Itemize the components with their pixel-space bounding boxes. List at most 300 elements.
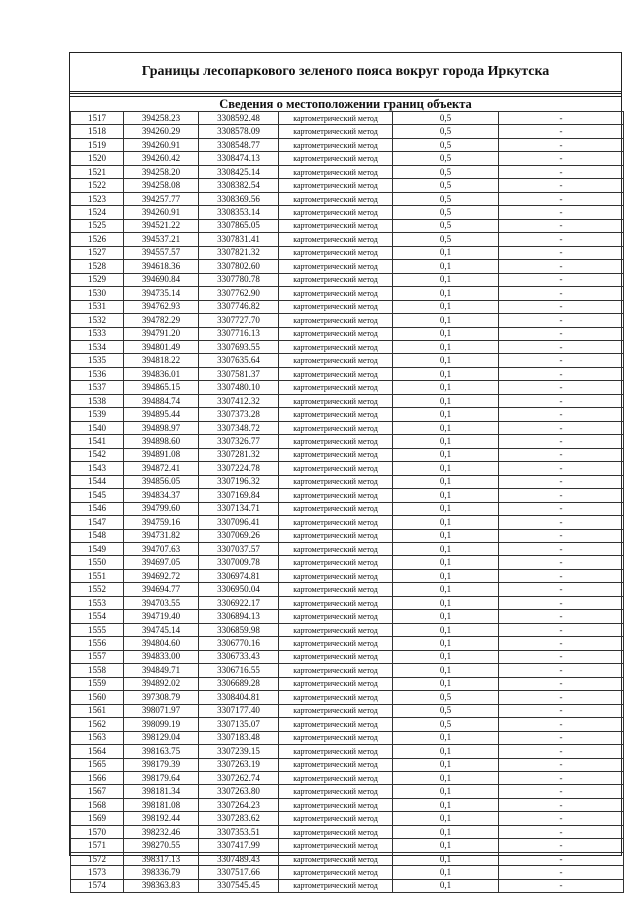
x-coordinate-cell: 394801.49 [124, 340, 199, 353]
accuracy-cell: 0,1 [393, 273, 499, 286]
y-coordinate-cell: 3306733.43 [199, 650, 279, 663]
accuracy-cell: 0,1 [393, 448, 499, 461]
point-number-cell: 1535 [71, 354, 124, 367]
determination-method-cell: картометрический метод [279, 798, 393, 811]
x-coordinate-cell: 394731.82 [124, 529, 199, 542]
note-cell: - [499, 529, 624, 542]
table-row [71, 489, 624, 502]
table-row [71, 179, 624, 192]
table-row [71, 556, 624, 569]
table-row [71, 354, 624, 367]
determination-method-cell: картометрический метод [279, 543, 393, 556]
x-coordinate-cell: 394707.63 [124, 543, 199, 556]
y-coordinate-cell: 3306770.16 [199, 637, 279, 650]
determination-method-cell: картометрический метод [279, 489, 393, 502]
x-coordinate-cell: 394898.97 [124, 421, 199, 434]
x-coordinate-cell: 398232.46 [124, 825, 199, 838]
point-number-cell: 1526 [71, 233, 124, 246]
table-row [71, 718, 624, 731]
point-number-cell: 1571 [71, 839, 124, 852]
point-number-cell: 1548 [71, 529, 124, 542]
accuracy-cell: 0,1 [393, 664, 499, 677]
y-coordinate-cell: 3308474.13 [199, 152, 279, 165]
accuracy-cell: 0,1 [393, 394, 499, 407]
table-row [71, 812, 624, 825]
accuracy-cell: 0,1 [393, 623, 499, 636]
determination-method-cell: картометрический метод [279, 677, 393, 690]
determination-method-cell: картометрический метод [279, 610, 393, 623]
x-coordinate-cell: 394690.84 [124, 273, 199, 286]
table-row [71, 448, 624, 461]
y-coordinate-cell: 3307353.51 [199, 825, 279, 838]
table-row [71, 138, 624, 151]
accuracy-cell: 0,1 [393, 340, 499, 353]
point-number-cell: 1573 [71, 866, 124, 879]
note-cell: - [499, 798, 624, 811]
accuracy-cell: 0,1 [393, 879, 499, 892]
accuracy-cell: 0,1 [393, 246, 499, 259]
determination-method-cell: картометрический метод [279, 179, 393, 192]
accuracy-cell: 0,1 [393, 637, 499, 650]
determination-method-cell: картометрический метод [279, 340, 393, 353]
note-cell: - [499, 569, 624, 582]
x-coordinate-cell: 398163.75 [124, 745, 199, 758]
determination-method-cell: картометрический метод [279, 771, 393, 784]
y-coordinate-cell: 3307480.10 [199, 381, 279, 394]
accuracy-cell: 0,1 [393, 462, 499, 475]
table-row [71, 798, 624, 811]
note-cell: - [499, 650, 624, 663]
determination-method-cell: картометрический метод [279, 138, 393, 151]
x-coordinate-cell: 394898.60 [124, 435, 199, 448]
y-coordinate-cell: 3307581.37 [199, 367, 279, 380]
y-coordinate-cell: 3307009.78 [199, 556, 279, 569]
y-coordinate-cell: 3306859.98 [199, 623, 279, 636]
note-cell: - [499, 260, 624, 273]
y-coordinate-cell: 3307348.72 [199, 421, 279, 434]
point-number-cell: 1518 [71, 125, 124, 138]
x-coordinate-cell: 394557.57 [124, 246, 199, 259]
y-coordinate-cell: 3308369.56 [199, 192, 279, 205]
determination-method-cell: картометрический метод [279, 462, 393, 475]
y-coordinate-cell: 3307716.13 [199, 327, 279, 340]
x-coordinate-cell: 397308.79 [124, 691, 199, 704]
determination-method-cell: картометрический метод [279, 192, 393, 205]
table-row [71, 192, 624, 205]
y-coordinate-cell: 3306716.55 [199, 664, 279, 677]
table-row [71, 637, 624, 650]
accuracy-cell: 0,1 [393, 785, 499, 798]
point-number-cell: 1545 [71, 489, 124, 502]
accuracy-cell: 0,1 [393, 300, 499, 313]
accuracy-cell: 0,1 [393, 421, 499, 434]
note-cell: - [499, 543, 624, 556]
y-coordinate-cell: 3307263.80 [199, 785, 279, 798]
table-row [71, 623, 624, 636]
x-coordinate-cell: 394260.91 [124, 206, 199, 219]
accuracy-cell: 0,5 [393, 718, 499, 731]
determination-method-cell: картометрический метод [279, 260, 393, 273]
table-row [71, 112, 624, 125]
point-number-cell: 1570 [71, 825, 124, 838]
table-row [71, 758, 624, 771]
note-cell: - [499, 731, 624, 744]
accuracy-cell: 0,5 [393, 206, 499, 219]
section-subtitle: Сведения о местоположении границ объекта [219, 96, 472, 111]
point-number-cell: 1568 [71, 798, 124, 811]
point-number-cell: 1561 [71, 704, 124, 717]
note-cell: - [499, 273, 624, 286]
y-coordinate-cell: 3307762.90 [199, 287, 279, 300]
note-cell: - [499, 354, 624, 367]
table-row [71, 691, 624, 704]
point-number-cell: 1524 [71, 206, 124, 219]
table-row [71, 771, 624, 784]
point-number-cell: 1523 [71, 192, 124, 205]
accuracy-cell: 0,5 [393, 165, 499, 178]
note-cell: - [499, 866, 624, 879]
table-row [71, 785, 624, 798]
note-cell: - [499, 340, 624, 353]
note-cell: - [499, 718, 624, 731]
table-row [71, 273, 624, 286]
point-number-cell: 1555 [71, 623, 124, 636]
y-coordinate-cell: 3307169.84 [199, 489, 279, 502]
point-number-cell: 1527 [71, 246, 124, 259]
determination-method-cell: картометрический метод [279, 421, 393, 434]
accuracy-cell: 0,1 [393, 408, 499, 421]
accuracy-cell: 0,5 [393, 691, 499, 704]
determination-method-cell: картометрический метод [279, 219, 393, 232]
determination-method-cell: картометрический метод [279, 866, 393, 879]
point-number-cell: 1520 [71, 152, 124, 165]
table-row [71, 340, 624, 353]
y-coordinate-cell: 3306922.17 [199, 596, 279, 609]
x-coordinate-cell: 394759.16 [124, 516, 199, 529]
note-cell: - [499, 246, 624, 259]
note-cell: - [499, 556, 624, 569]
accuracy-cell: 0,5 [393, 138, 499, 151]
point-number-cell: 1557 [71, 650, 124, 663]
determination-method-cell: картометрический метод [279, 718, 393, 731]
table-row [71, 543, 624, 556]
note-cell: - [499, 448, 624, 461]
point-number-cell: 1544 [71, 475, 124, 488]
y-coordinate-cell: 3306950.04 [199, 583, 279, 596]
point-number-cell: 1565 [71, 758, 124, 771]
table-row [71, 408, 624, 421]
x-coordinate-cell: 394694.77 [124, 583, 199, 596]
x-coordinate-cell: 398179.39 [124, 758, 199, 771]
table-row [71, 650, 624, 663]
determination-method-cell: картометрический метод [279, 583, 393, 596]
point-number-cell: 1532 [71, 314, 124, 327]
point-number-cell: 1536 [71, 367, 124, 380]
accuracy-cell: 0,1 [393, 516, 499, 529]
determination-method-cell: картометрический метод [279, 367, 393, 380]
note-cell: - [499, 314, 624, 327]
determination-method-cell: картометрический метод [279, 812, 393, 825]
point-number-cell: 1572 [71, 852, 124, 865]
point-number-cell: 1562 [71, 718, 124, 731]
y-coordinate-cell: 3308578.09 [199, 125, 279, 138]
x-coordinate-cell: 394895.44 [124, 408, 199, 421]
point-number-cell: 1558 [71, 664, 124, 677]
note-cell: - [499, 812, 624, 825]
accuracy-cell: 0,1 [393, 354, 499, 367]
note-cell: - [499, 300, 624, 313]
point-number-cell: 1522 [71, 179, 124, 192]
note-cell: - [499, 583, 624, 596]
x-coordinate-cell: 394762.93 [124, 300, 199, 313]
determination-method-cell: картометрический метод [279, 825, 393, 838]
point-number-cell: 1552 [71, 583, 124, 596]
point-number-cell: 1529 [71, 273, 124, 286]
table-row [71, 825, 624, 838]
determination-method-cell: картометрический метод [279, 596, 393, 609]
y-coordinate-cell: 3307802.60 [199, 260, 279, 273]
point-number-cell: 1533 [71, 327, 124, 340]
point-number-cell: 1538 [71, 394, 124, 407]
determination-method-cell: картометрический метод [279, 529, 393, 542]
accuracy-cell: 0,5 [393, 192, 499, 205]
point-number-cell: 1542 [71, 448, 124, 461]
y-coordinate-cell: 3307373.28 [199, 408, 279, 421]
accuracy-cell: 0,1 [393, 260, 499, 273]
note-cell: - [499, 219, 624, 232]
y-coordinate-cell: 3307263.19 [199, 758, 279, 771]
y-coordinate-cell: 3307069.26 [199, 529, 279, 542]
determination-method-cell: картометрический метод [279, 623, 393, 636]
note-cell: - [499, 852, 624, 865]
x-coordinate-cell: 394703.55 [124, 596, 199, 609]
x-coordinate-cell: 394804.60 [124, 637, 199, 650]
note-cell: - [499, 664, 624, 677]
accuracy-cell: 0,5 [393, 219, 499, 232]
determination-method-cell: картометрический метод [279, 664, 393, 677]
point-number-cell: 1539 [71, 408, 124, 421]
note-cell: - [499, 381, 624, 394]
note-cell: - [499, 623, 624, 636]
accuracy-cell: 0,1 [393, 798, 499, 811]
note-cell: - [499, 165, 624, 178]
determination-method-cell: картометрический метод [279, 704, 393, 717]
note-cell: - [499, 435, 624, 448]
y-coordinate-cell: 3307489.43 [199, 852, 279, 865]
table-row [71, 879, 624, 892]
note-cell: - [499, 596, 624, 609]
note-cell: - [499, 677, 624, 690]
table-row [71, 381, 624, 394]
point-number-cell: 1525 [71, 219, 124, 232]
point-number-cell: 1566 [71, 771, 124, 784]
determination-method-cell: картометрический метод [279, 745, 393, 758]
note-cell: - [499, 192, 624, 205]
y-coordinate-cell: 3307264.23 [199, 798, 279, 811]
y-coordinate-cell: 3306894.13 [199, 610, 279, 623]
table-row [71, 596, 624, 609]
determination-method-cell: картометрический метод [279, 879, 393, 892]
x-coordinate-cell: 394836.01 [124, 367, 199, 380]
y-coordinate-cell: 3307865.05 [199, 219, 279, 232]
determination-method-cell: картометрический метод [279, 637, 393, 650]
point-number-cell: 1541 [71, 435, 124, 448]
x-coordinate-cell: 398179.64 [124, 771, 199, 784]
x-coordinate-cell: 394799.60 [124, 502, 199, 515]
determination-method-cell: картометрический метод [279, 327, 393, 340]
x-coordinate-cell: 398181.08 [124, 798, 199, 811]
note-cell: - [499, 489, 624, 502]
point-number-cell: 1546 [71, 502, 124, 515]
accuracy-cell: 0,1 [393, 475, 499, 488]
accuracy-cell: 0,1 [393, 489, 499, 502]
y-coordinate-cell: 3307096.41 [199, 516, 279, 529]
point-number-cell: 1549 [71, 543, 124, 556]
table-row [71, 287, 624, 300]
note-cell: - [499, 637, 624, 650]
x-coordinate-cell: 398181.34 [124, 785, 199, 798]
table-row [71, 745, 624, 758]
x-coordinate-cell: 394849.71 [124, 664, 199, 677]
note-cell: - [499, 610, 624, 623]
table-row [71, 152, 624, 165]
point-number-cell: 1563 [71, 731, 124, 744]
document-frame [69, 52, 622, 891]
table-row [71, 394, 624, 407]
note-cell: - [499, 462, 624, 475]
table-row [71, 529, 624, 542]
table-row [71, 327, 624, 340]
y-coordinate-cell: 3308425.14 [199, 165, 279, 178]
x-coordinate-cell: 394818.22 [124, 354, 199, 367]
table-row [71, 475, 624, 488]
x-coordinate-cell: 394260.29 [124, 125, 199, 138]
x-coordinate-cell: 398317.13 [124, 852, 199, 865]
x-coordinate-cell: 398099.19 [124, 718, 199, 731]
x-coordinate-cell: 398363.83 [124, 879, 199, 892]
point-number-cell: 1543 [71, 462, 124, 475]
y-coordinate-cell: 3307224.78 [199, 462, 279, 475]
y-coordinate-cell: 3307283.62 [199, 812, 279, 825]
accuracy-cell: 0,1 [393, 852, 499, 865]
table-row [71, 516, 624, 529]
point-number-cell: 1551 [71, 569, 124, 582]
x-coordinate-cell: 394260.91 [124, 138, 199, 151]
note-cell: - [499, 287, 624, 300]
determination-method-cell: картометрический метод [279, 839, 393, 852]
accuracy-cell: 0,1 [393, 435, 499, 448]
y-coordinate-cell: 3308353.14 [199, 206, 279, 219]
table-row [71, 677, 624, 690]
y-coordinate-cell: 3307746.82 [199, 300, 279, 313]
note-cell: - [499, 691, 624, 704]
note-cell: - [499, 367, 624, 380]
accuracy-cell: 0,1 [393, 327, 499, 340]
point-number-cell: 1530 [71, 287, 124, 300]
x-coordinate-cell: 394872.41 [124, 462, 199, 475]
note-cell: - [499, 879, 624, 892]
point-number-cell: 1560 [71, 691, 124, 704]
table-row [71, 569, 624, 582]
y-coordinate-cell: 3307196.32 [199, 475, 279, 488]
x-coordinate-cell: 398129.04 [124, 731, 199, 744]
x-coordinate-cell: 398071.97 [124, 704, 199, 717]
y-coordinate-cell: 3307326.77 [199, 435, 279, 448]
accuracy-cell: 0,5 [393, 233, 499, 246]
x-coordinate-cell: 394260.42 [124, 152, 199, 165]
accuracy-cell: 0,1 [393, 812, 499, 825]
accuracy-cell: 0,1 [393, 650, 499, 663]
determination-method-cell: картометрический метод [279, 408, 393, 421]
point-number-cell: 1567 [71, 785, 124, 798]
note-cell: - [499, 152, 624, 165]
note-cell: - [499, 745, 624, 758]
determination-method-cell: картометрический метод [279, 569, 393, 582]
y-coordinate-cell: 3307417.99 [199, 839, 279, 852]
table-row [71, 421, 624, 434]
note-cell: - [499, 327, 624, 340]
y-coordinate-cell: 3307239.15 [199, 745, 279, 758]
x-coordinate-cell: 394834.37 [124, 489, 199, 502]
point-number-cell: 1564 [71, 745, 124, 758]
x-coordinate-cell: 394697.05 [124, 556, 199, 569]
determination-method-cell: картометрический метод [279, 435, 393, 448]
x-coordinate-cell: 398336.79 [124, 866, 199, 879]
note-cell: - [499, 206, 624, 219]
note-cell: - [499, 771, 624, 784]
accuracy-cell: 0,1 [393, 610, 499, 623]
point-number-cell: 1559 [71, 677, 124, 690]
point-number-cell: 1540 [71, 421, 124, 434]
table-row [71, 852, 624, 865]
determination-method-cell: картометрический метод [279, 650, 393, 663]
y-coordinate-cell: 3307412.32 [199, 394, 279, 407]
accuracy-cell: 0,1 [393, 771, 499, 784]
determination-method-cell: картометрический метод [279, 314, 393, 327]
table-row [71, 731, 624, 744]
determination-method-cell: картометрический метод [279, 300, 393, 313]
y-coordinate-cell: 3307262.74 [199, 771, 279, 784]
accuracy-cell: 0,1 [393, 731, 499, 744]
y-coordinate-cell: 3307545.45 [199, 879, 279, 892]
y-coordinate-cell: 3307831.41 [199, 233, 279, 246]
determination-method-cell: картометрический метод [279, 165, 393, 178]
x-coordinate-cell: 394258.20 [124, 165, 199, 178]
table-row [71, 462, 624, 475]
determination-method-cell: картометрический метод [279, 785, 393, 798]
note-cell: - [499, 502, 624, 515]
x-coordinate-cell: 398192.44 [124, 812, 199, 825]
x-coordinate-cell: 394258.08 [124, 179, 199, 192]
x-coordinate-cell: 394521.22 [124, 219, 199, 232]
x-coordinate-cell: 394891.08 [124, 448, 199, 461]
determination-method-cell: картометрический метод [279, 556, 393, 569]
x-coordinate-cell: 394791.20 [124, 327, 199, 340]
determination-method-cell: картометрический метод [279, 691, 393, 704]
determination-method-cell: картометрический метод [279, 381, 393, 394]
y-coordinate-cell: 3307183.48 [199, 731, 279, 744]
point-number-cell: 1556 [71, 637, 124, 650]
table-row [71, 704, 624, 717]
y-coordinate-cell: 3307517.66 [199, 866, 279, 879]
determination-method-cell: картометрический метод [279, 475, 393, 488]
accuracy-cell: 0,1 [393, 677, 499, 690]
determination-method-cell: картометрический метод [279, 273, 393, 286]
table-row [71, 435, 624, 448]
point-number-cell: 1521 [71, 165, 124, 178]
point-number-cell: 1534 [71, 340, 124, 353]
x-coordinate-cell: 394257.77 [124, 192, 199, 205]
